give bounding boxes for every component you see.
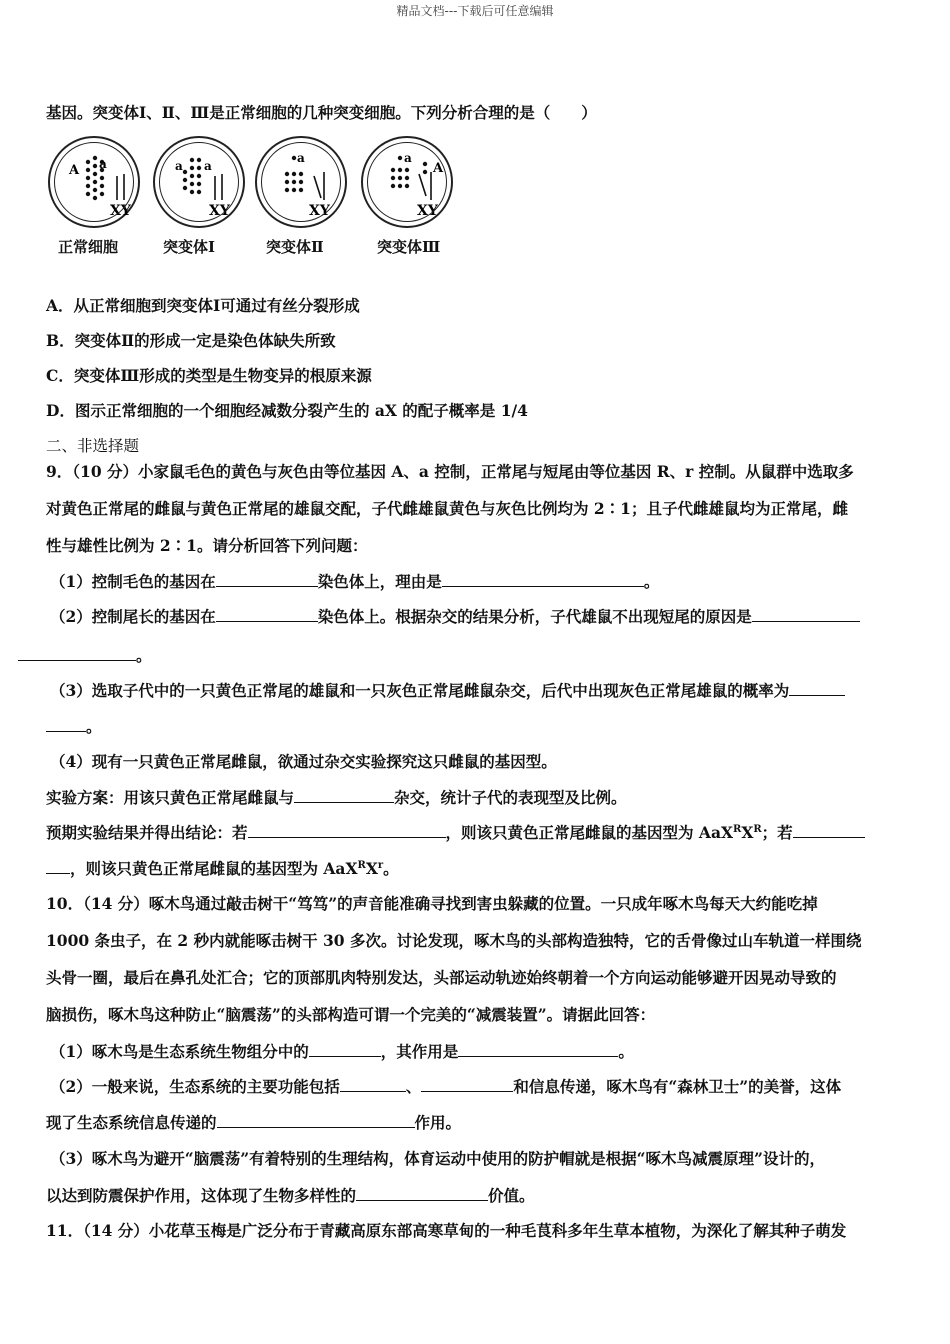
q10-part-2: （2）一般来说，生态系统的主要功能包括 、 和信息传递，啄木鸟有“森林卫士”的美誉，这体 [50,1077,842,1096]
mutant-2-chromosomes [257,138,349,230]
q10-part-3: （3）啄木鸟为避开“脑震荡”有着特别的生理结构，体育运动中使用的防护帽就是根据“啄木鸟减震原理”设计的， [50,1149,825,1168]
q8-option-c: C．突变体Ⅲ形成的类型是生物变异的根原来源 [46,366,372,385]
answer-blank[interactable] [18,645,136,661]
mutant-3-cell-diagram [361,136,453,228]
answer-blank[interactable] [442,571,644,587]
answer-blank[interactable] [789,680,845,696]
sex-chromosome-label: XY [417,203,438,219]
sex-chromosome-label: XY [110,203,131,219]
page-header: 精品文档---下载后可任意编辑 [396,4,554,18]
q9-line-2: 对黄色正常尾的雌鼠与黄色正常尾的雄鼠交配，子代雌雄鼠黄色与灰色比例均为 2∶1；且子代雌雄鼠均为正常尾，雌 [46,499,848,518]
answer-blank[interactable] [248,822,446,838]
figure-caption: 突变体Ⅱ [266,238,324,256]
q10-part-1: （1）啄木鸟是生态系统生物组分中的 ，其作用是 。 [50,1042,634,1061]
answer-blank[interactable] [46,858,70,874]
answer-blank[interactable] [752,606,860,622]
q8-option-d: D．图示正常细胞的一个细胞经减数分裂产生的 aX 的配子概率是 1/4 [46,401,528,420]
answer-blank[interactable] [46,716,86,732]
allele-label: a [297,151,305,165]
allele-label: A [69,163,80,178]
q9-line-1: 9．（10 分）小家鼠毛色的黄色与灰色由等位基因 A、a 控制，正常尾与短尾由等位基因 R、r 控制。从鼠群中选取多 [46,462,854,481]
answer-blank[interactable] [793,822,865,838]
answer-blank[interactable] [217,1112,415,1128]
allele-label: A [433,161,444,176]
answer-blank[interactable] [216,571,318,587]
answer-blank[interactable] [458,1041,618,1057]
allele-label: a [99,157,107,171]
figure-caption: 突变体Ⅲ [377,238,441,256]
mutant-1-cell-diagram [153,136,245,228]
q9-experiment-plan: 实验方案：用该只黄色正常尾雌鼠与 杂交，统计子代的表现型及比例。 [46,788,627,807]
section-heading: 二、非选择题 [46,437,140,455]
q8-option-a: A．从正常细胞到突变体Ⅰ可通过有丝分裂形成 [46,296,360,315]
figure-caption: 正常细胞 [58,238,119,256]
q8-stem: 基因。突变体Ⅰ、Ⅱ、Ⅲ是正常细胞的几种突变细胞。下列分析合理的是（ ） [46,103,597,122]
mutant-3-chromosomes [363,138,455,230]
sex-chromosome-label: XY [309,203,330,219]
q10-line-4: 脑损伤，啄木鸟这种防止“脑震荡”的头部构造可谓一个完美的“减震装置”。请据此回答： [46,1005,656,1024]
q10-part-2-cont: 现了生态系统信息传递的 作用。 [46,1113,462,1132]
cell-figure [44,136,464,266]
mutant-2-cell-diagram [255,136,347,228]
q10-line-2: 1000 条虫子，在 2 秒内就能啄击树干 30 多次。讨论发现，啄木鸟的头部构造独特，它的舌骨像过山车轨道一样围绕 [46,931,862,950]
q9-line-3: 性与雄性比例为 2∶1。请分析回答下列问题： [46,536,368,555]
answer-blank[interactable] [356,1185,488,1201]
normal-cell-chromosomes [50,138,142,230]
allele-label: a [175,159,183,173]
answer-blank[interactable] [421,1076,513,1092]
allele-label: a [204,159,212,173]
q9-expected-result: 预期实验结果并得出结论：若 ，则该只黄色正常尾雌鼠的基因型为 $AaX^RX^R$；若 [46,822,865,843]
q9-part-2-cont: 。 [18,645,152,666]
normal-cell-diagram [48,136,140,228]
answer-blank[interactable] [340,1076,406,1092]
q9-part-2: （2）控制尾长的基因在 染色体上。根据杂交的结果分析，子代雄鼠不出现短尾的原因是 [50,606,860,627]
q9-part-3-cont: 。 [46,716,102,737]
q9-expected-result-cont: ，则该只黄色正常尾雌鼠的基因型为 $AaX^RX^r$。 [46,858,399,879]
answer-blank[interactable] [216,606,318,622]
q10-part-3-cont: 以达到防震保护作用，这体现了生物多样性的 价值。 [46,1186,535,1205]
sex-chromosome-label: XY [209,203,230,219]
q9-part-3: （3）选取子代中的一只黄色正常尾的雄鼠和一只灰色正常尾雌鼠杂交，后代中出现灰色正常尾雄鼠的概率为 [50,680,845,701]
q11-line-1: 11．（14 分）小花草玉梅是广泛分布于青藏高原东部高寒草甸的一种毛茛科多年生草本植物，为深化了解其种子萌发 [46,1221,847,1240]
q9-part-1: （1）控制毛色的基因在 染色体上，理由是 。 [50,572,660,591]
mutant-1-chromosomes [155,138,247,230]
allele-label: a [404,151,412,165]
answer-blank[interactable] [309,1041,381,1057]
answer-blank[interactable] [294,787,394,803]
figure-caption: 突变体Ⅰ [163,238,216,256]
q10-line-3: 头骨一圈，最后在鼻孔处汇合；它的顶部肌肉特别发达，头部运动轨迹始终朝着一个方向运动能够避开因晃动导致的 [46,968,837,987]
q10-line-1: 10．（14 分）啄木鸟通过敲击树干“笃笃”的声音能准确寻找到害虫躲藏的位置。一只成年啄木鸟每天大约能吃掉 [46,894,818,913]
q8-option-b: B．突变体Ⅱ的形成一定是染色体缺失所致 [46,331,336,350]
q9-part-4: （4）现有一只黄色正常尾雌鼠，欲通过杂交实验探究这只雌鼠的基因型。 [50,752,557,771]
